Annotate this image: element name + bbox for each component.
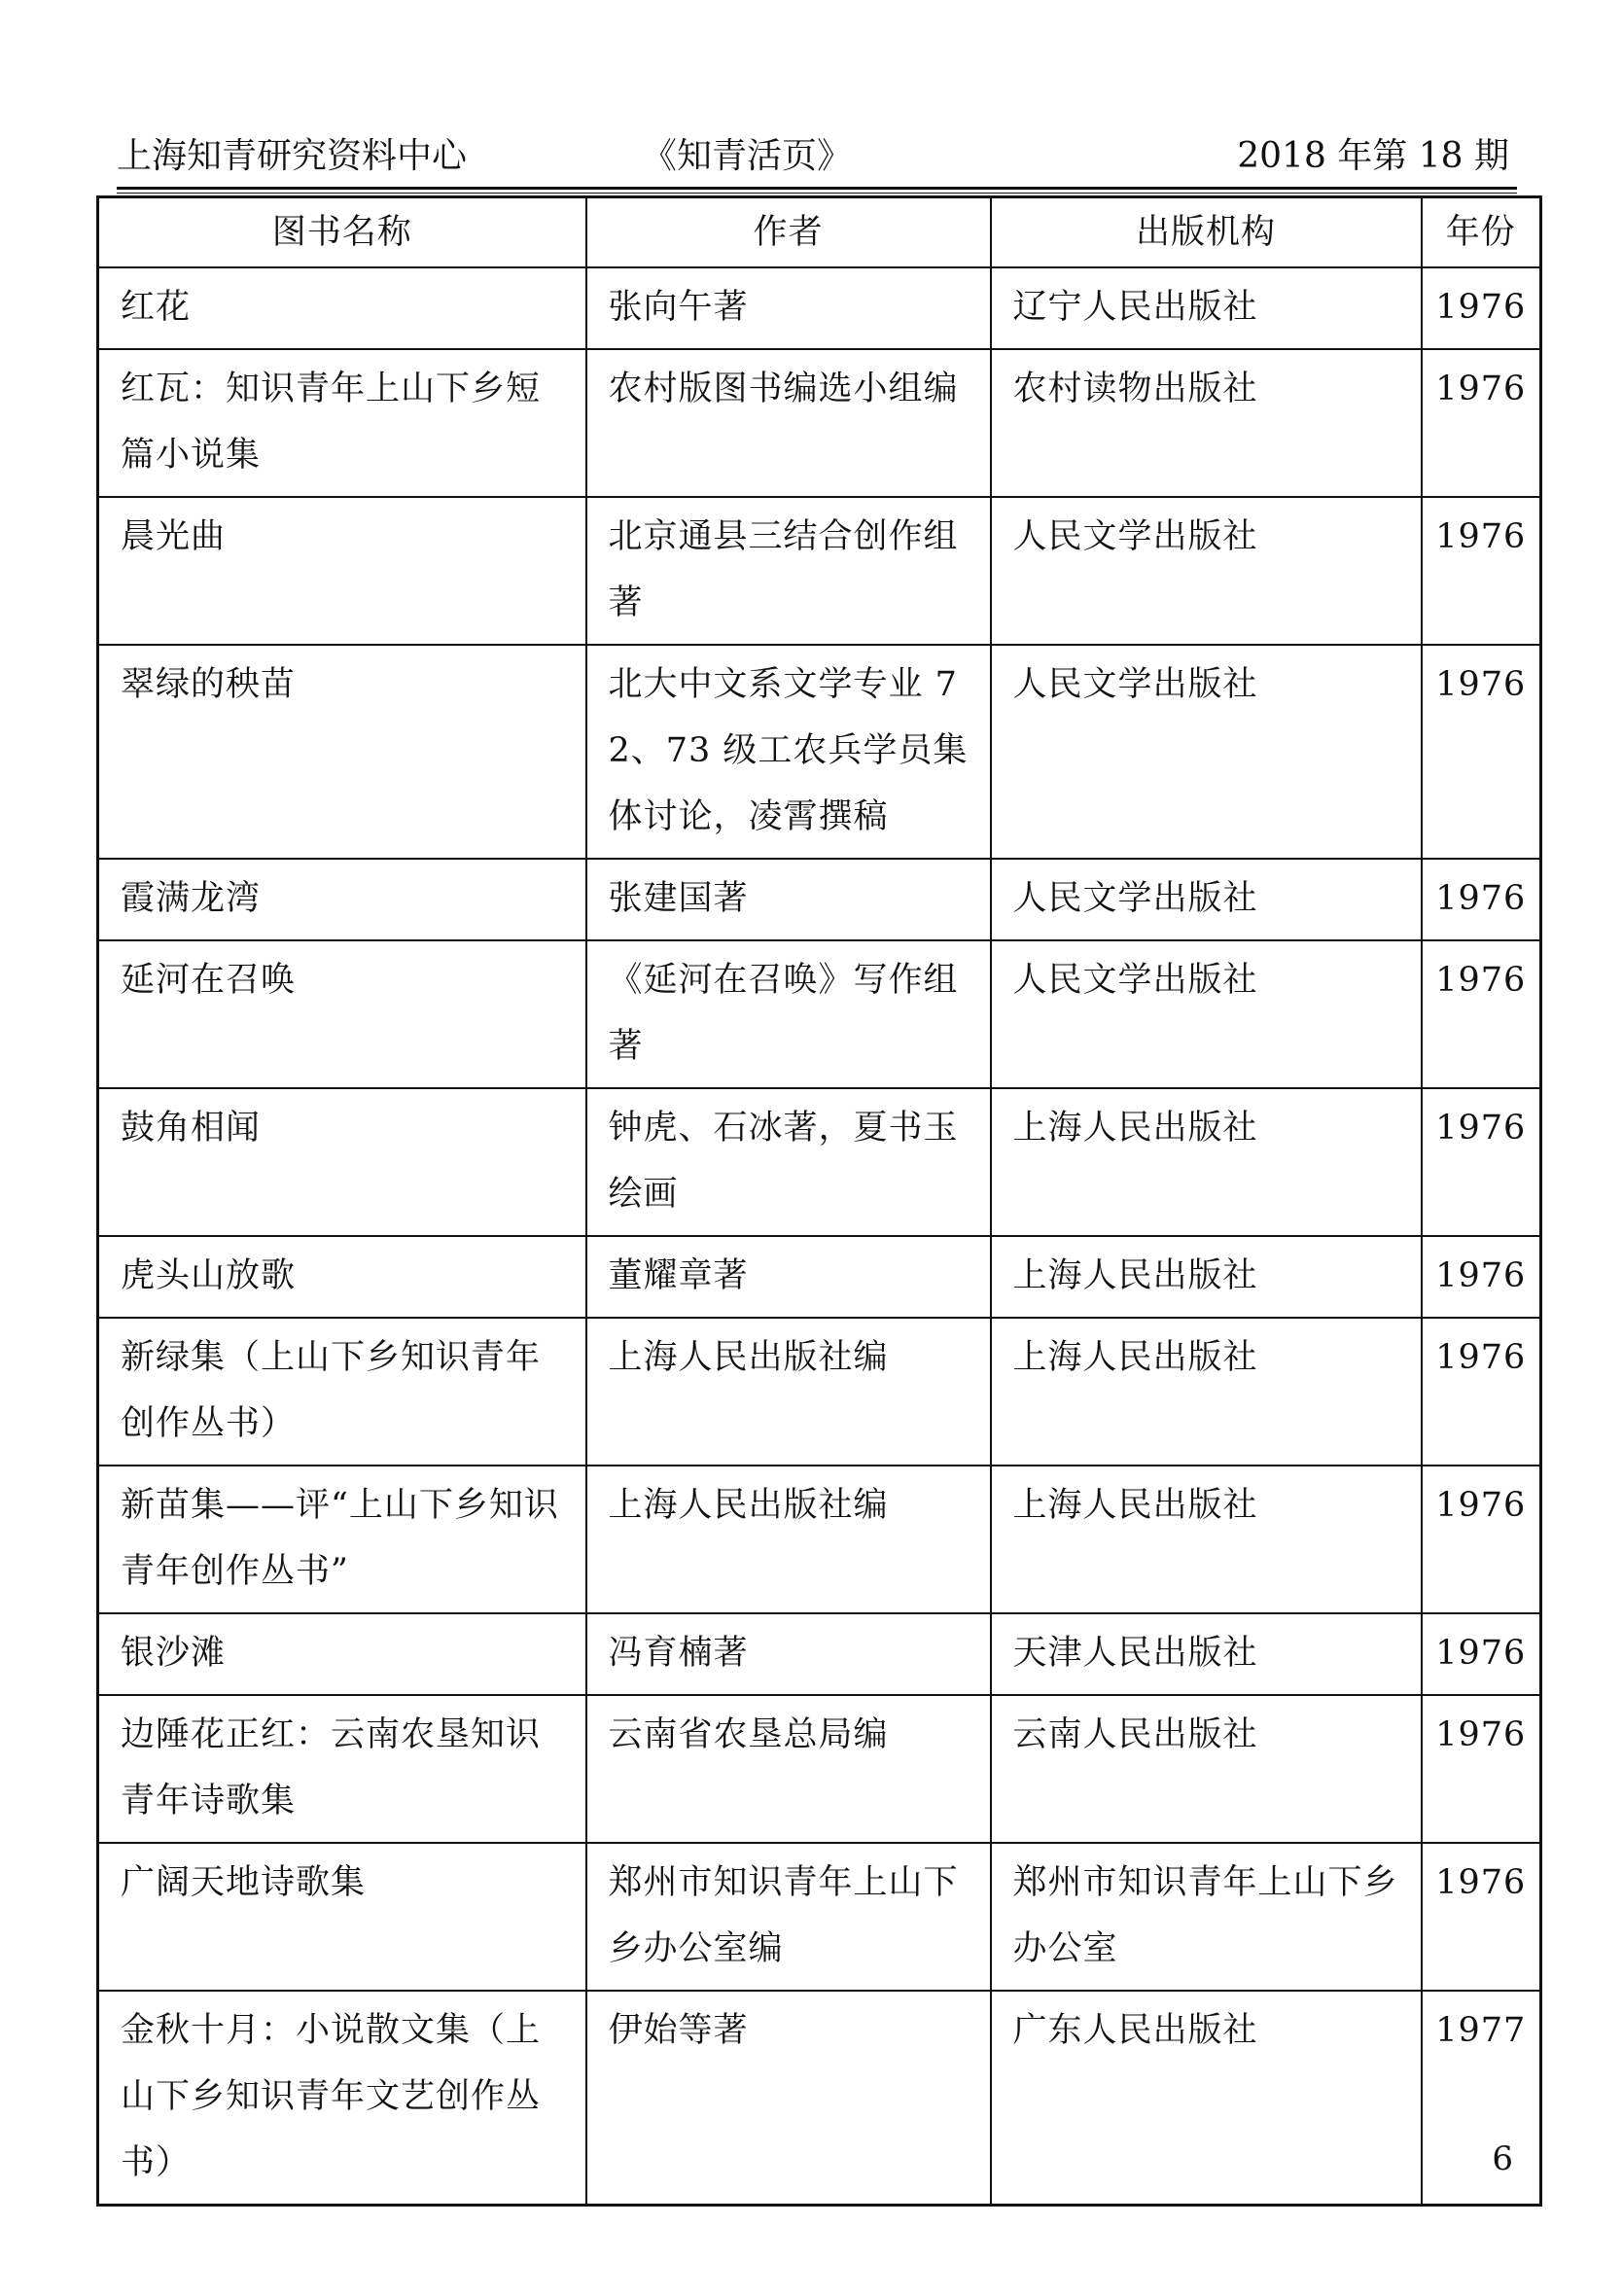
table-row (98, 1613, 1541, 1695)
cell-author: 伊始等著 (586, 1991, 991, 2206)
column-header-title: 图书名称 (98, 197, 586, 268)
table-row (98, 859, 1541, 940)
cell-publisher: 天津人民出版社 (991, 1613, 1422, 1695)
cell-title: 晨光曲 (98, 497, 586, 645)
cell-year: 1976 (1422, 859, 1541, 940)
cell-author: 上海人民出版社编 (586, 1466, 991, 1613)
cell-year: 1976 (1422, 267, 1541, 349)
cell-author: 北京通县三结合创作组著 (586, 497, 991, 645)
cell-title: 红瓦：知识青年上山下乡短篇小说集 (98, 349, 586, 497)
cell-publisher: 上海人民出版社 (991, 1088, 1422, 1236)
cell-title: 霞满龙湾 (98, 859, 586, 940)
cell-year: 1976 (1422, 1843, 1541, 1991)
cell-year: 1976 (1422, 1695, 1541, 1843)
header-rule (117, 187, 1517, 190)
cell-publisher: 人民文学出版社 (991, 859, 1422, 940)
cell-year: 1976 (1422, 1466, 1541, 1613)
column-header-year: 年份 (1422, 197, 1541, 268)
cell-title: 新绿集（上山下乡知识青年创作丛书） (98, 1318, 586, 1466)
cell-publisher: 上海人民出版社 (991, 1466, 1422, 1613)
cell-author: 冯育楠著 (586, 1613, 991, 1695)
cell-title: 翠绿的秧苗 (98, 645, 586, 859)
header-rule-thin (117, 193, 1517, 194)
table-row (98, 497, 1541, 645)
cell-author: 郑州市知识青年上山下乡办公室编 (586, 1843, 991, 1991)
cell-author: 张向午著 (586, 267, 991, 349)
table-row (98, 267, 1541, 349)
table-row (98, 1991, 1541, 2206)
cell-year: 1976 (1422, 1613, 1541, 1695)
header-publication-title: 《知青活页》 (642, 136, 853, 176)
cell-author: 北大中文系文学专业 72、73 级工农兵学员集体讨论，凌霄撰稿 (586, 645, 991, 859)
cell-title: 延河在召唤 (98, 940, 586, 1088)
cell-title: 边陲花正红：云南农垦知识青年诗歌集 (98, 1695, 586, 1843)
table-row (98, 1236, 1541, 1318)
cell-author: 钟虎、石冰著，夏书玉绘画 (586, 1088, 991, 1236)
cell-year: 1976 (1422, 497, 1541, 645)
table-header-row (98, 197, 1541, 268)
cell-title: 新苗集——评“上山下乡知识青年创作丛书” (98, 1466, 586, 1613)
cell-publisher: 广东人民出版社 (991, 1991, 1422, 2206)
cell-title: 鼓角相闻 (98, 1088, 586, 1236)
cell-author: 上海人民出版社编 (586, 1318, 991, 1466)
table-row (98, 1843, 1541, 1991)
cell-title: 银沙滩 (98, 1613, 586, 1695)
table-row (98, 1695, 1541, 1843)
cell-author: 《延河在召唤》写作组著 (586, 940, 991, 1088)
cell-publisher: 人民文学出版社 (991, 645, 1422, 859)
cell-year: 1976 (1422, 1236, 1541, 1318)
column-header-publisher: 出版机构 (991, 197, 1422, 268)
cell-publisher: 人民文学出版社 (991, 497, 1422, 645)
cell-title: 虎头山放歌 (98, 1236, 586, 1318)
page-header (117, 132, 1509, 181)
cell-publisher: 人民文学出版社 (991, 940, 1422, 1088)
cell-year: 1976 (1422, 940, 1541, 1088)
table-row (98, 1318, 1541, 1466)
column-header-author: 作者 (586, 197, 991, 268)
header-organization: 上海知青研究资料中心 (117, 136, 468, 176)
header-issue: 2018 年第 18 期 (1237, 136, 1509, 176)
cell-year: 1976 (1422, 1318, 1541, 1466)
table-row (98, 645, 1541, 859)
cell-author: 云南省农垦总局编 (586, 1695, 991, 1843)
cell-publisher: 上海人民出版社 (991, 1236, 1422, 1318)
table-row (98, 349, 1541, 497)
cell-publisher: 郑州市知识青年上山下乡办公室 (991, 1843, 1422, 1991)
cell-publisher: 农村读物出版社 (991, 349, 1422, 497)
cell-title: 红花 (98, 267, 586, 349)
cell-publisher: 上海人民出版社 (991, 1318, 1422, 1466)
cell-year: 1976 (1422, 645, 1541, 859)
cell-title: 金秋十月：小说散文集（上山下乡知识青年文艺创作丛书） (98, 1991, 586, 2206)
page-number: 6 (1492, 2139, 1513, 2178)
cell-author: 张建国著 (586, 859, 991, 940)
table-row (98, 940, 1541, 1088)
cell-author: 董耀章著 (586, 1236, 991, 1318)
cell-year: 1976 (1422, 349, 1541, 497)
cell-author: 农村版图书编选小组编 (586, 349, 991, 497)
table-row (98, 1466, 1541, 1613)
cell-publisher: 辽宁人民出版社 (991, 267, 1422, 349)
book-list-table (96, 195, 1542, 2207)
cell-title: 广阔天地诗歌集 (98, 1843, 586, 1991)
cell-year: 1977 (1422, 1991, 1541, 2206)
cell-publisher: 云南人民出版社 (991, 1695, 1422, 1843)
cell-year: 1976 (1422, 1088, 1541, 1236)
table-row (98, 1088, 1541, 1236)
